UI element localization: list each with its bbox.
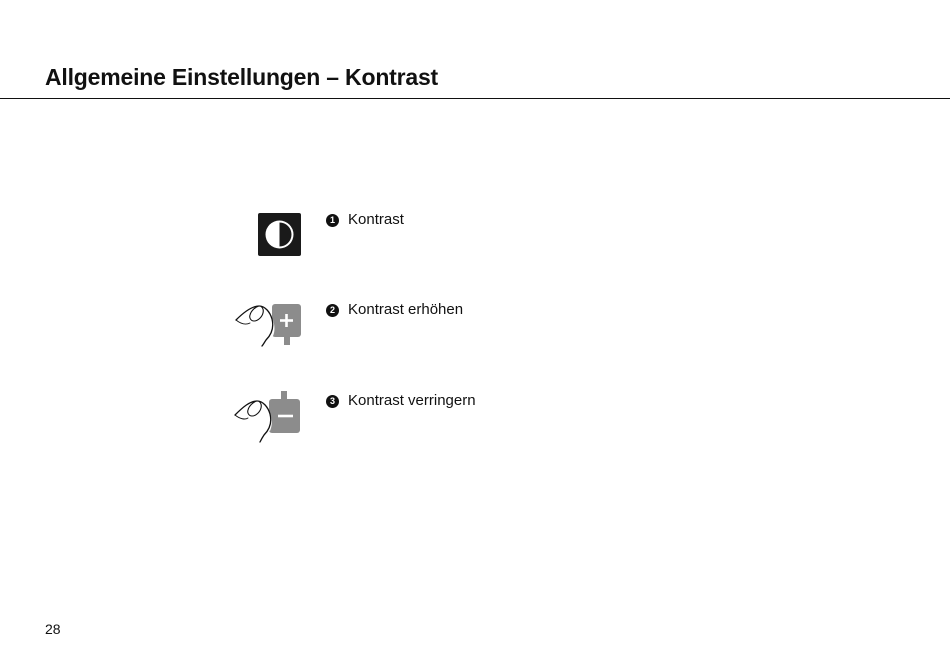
item-label-contrast: Kontrast bbox=[348, 211, 404, 228]
press-minus-icon bbox=[232, 389, 304, 447]
page-number: 28 bbox=[45, 621, 61, 637]
list-item-contrast bbox=[326, 210, 404, 230]
list-item-increase-contrast bbox=[326, 300, 463, 320]
press-plus-icon bbox=[232, 296, 304, 354]
number-badge-3: 3 bbox=[326, 395, 339, 408]
item-label-increase-contrast: Kontrast erhöhen bbox=[348, 301, 464, 318]
number-badge-1: 1 bbox=[326, 214, 339, 227]
list-item-decrease-contrast bbox=[326, 391, 476, 411]
title-divider bbox=[0, 98, 950, 99]
contrast-icon bbox=[258, 213, 301, 256]
number-badge-2: 2 bbox=[326, 304, 339, 317]
item-label-decrease-contrast: Kontrast verringern bbox=[348, 392, 476, 409]
page-title: Allgemeine Einstellungen – Kontrast bbox=[45, 64, 439, 90]
